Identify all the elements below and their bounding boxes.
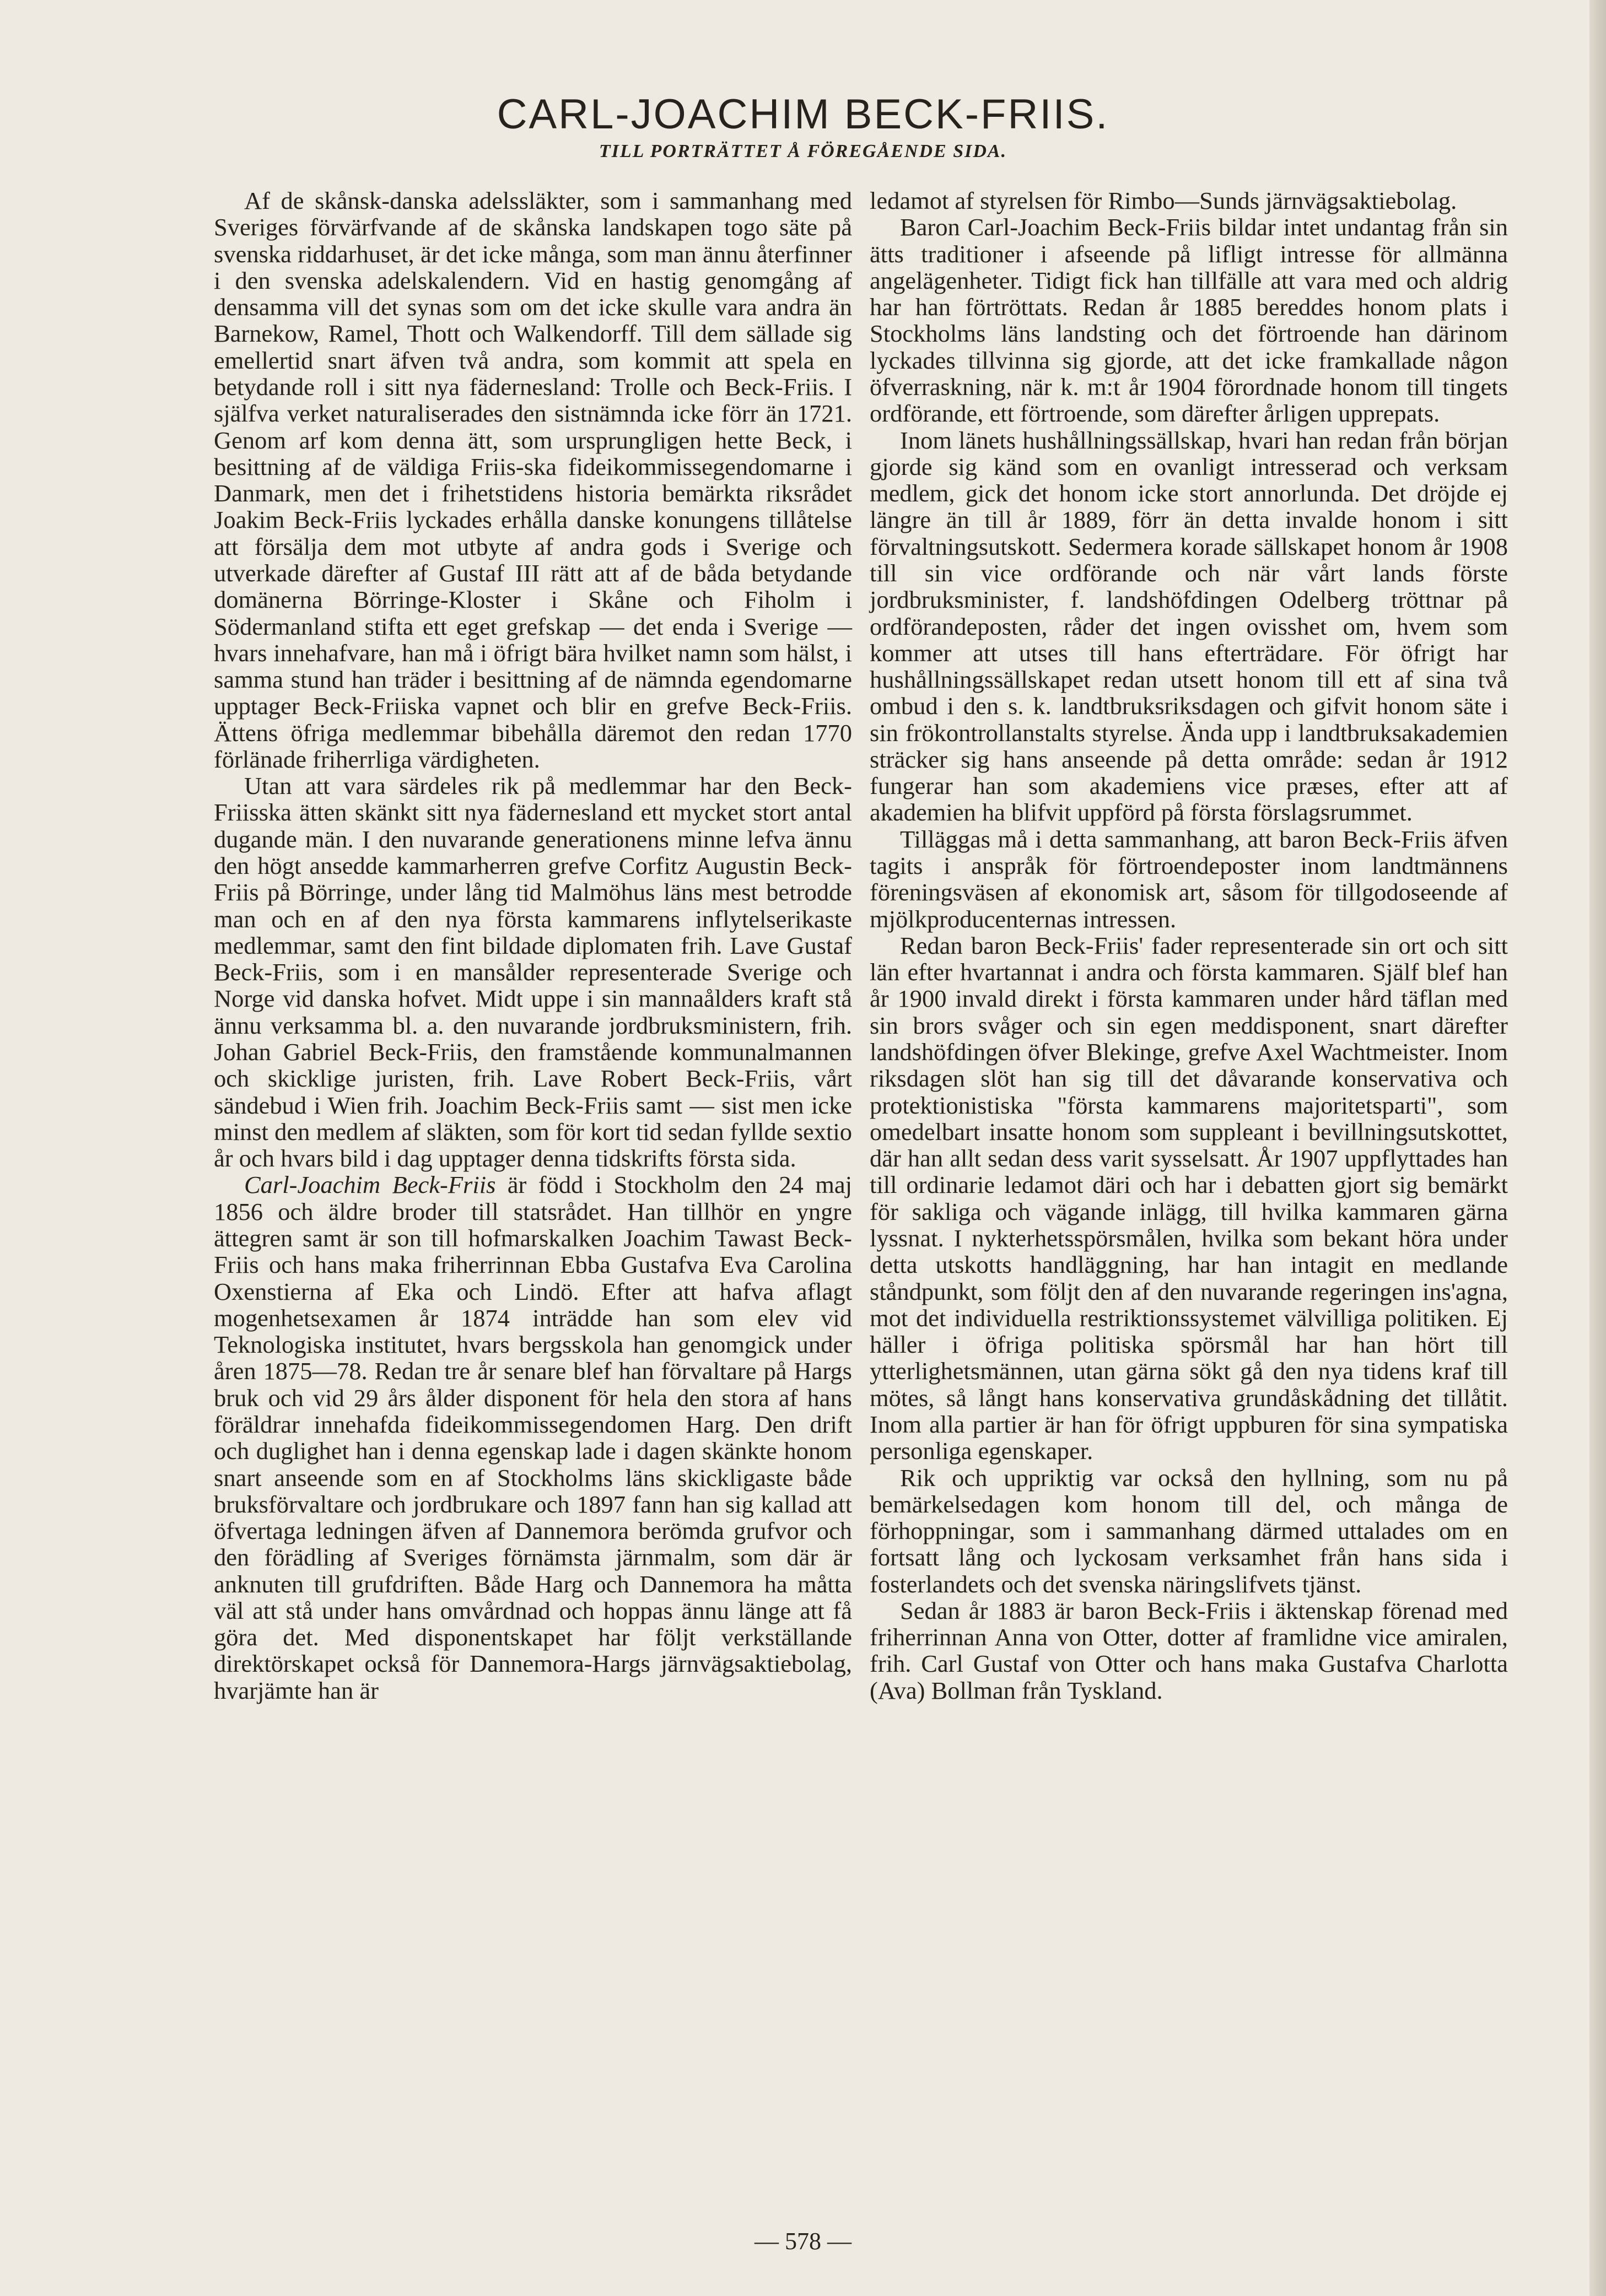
paragraph: [870, 1597, 1508, 1704]
paragraph: [214, 187, 852, 772]
paragraph-text: ledamot af styrelsen för Rimbo—Sunds järnvägsaktiebolag.: [870, 187, 1457, 214]
paragraph-lead: Carl-Joachim Beck-Friis: [244, 1171, 496, 1199]
paragraph-text: Inom länets hushållningssällskap, hvari han redan från början gjorde sig känd som en ovanligt intresserad och verksam medlem, gick det honom icke stort annorlunda. Det dröjde ej längre än till år 1889, förr än detta invalde honom i sitt förvaltningsutskott. Sedermera korade sällskapet honom år 1908 till sin vice ordförande och när vårt lands förste jordbruksminister, f. landshöfdingen Odelberg tröttnar på ordförandeposten, råder det ingen ovisshet om, hvem som kommer att utses till hans efterträdare. För öfrigt har hushållningssällskapet redan utsett honom till ett af sina två ombud i den s. k. landtbruksriksdagen och gifvit honom säte i sin frökontrollanstalts styrelse. Ända upp i landtbruksakademien sträcker sig hans anseende på detta område: sedan år 1912 fungerar han som akademiens vice præses, efter att af akademien ha blifvit uppförd på första förslagsrummet.: [870, 426, 1508, 826]
paragraph-text: är född i Stockholm den 24 maj 1856 och äldre broder till statsrådet. Han tillhör en yngre ättegren samt är son till hofmarskalken Joachim Tawast Beck-Friis och hans maka friherrinnan Ebba Gustafva Eva Carolina Oxenstierna af Eka och Lindö. Efter att hafva aflagt mogenhetsexamen år 1874 inträdde han som elev vid Teknologiska institutet, hvars bergsskola han genomgick under åren 1875—78. Redan tre år senare blef han förvaltare på Hargs bruk och vid 29 års ålder disponent för hela den stora af hans föräldrar innehafda fideikommissegendomen Harg. Den drift och duglighet han i denna egenskap lade i dagen skänkte honom snart anseende som en af Stockholms läns skickligaste både bruksförvaltare och jordbrukare och 1897 fann han sig kallad att öfvertaga ledningen äfven af Dannemora berömda grufvor och den förädling af Sveriges förnämsta järnmalm, som där är anknuten till grufdriften. Både Harg och Dannemora ha måtta väl att stå under hans omvårdnad och hoppas ännu länge att få göra det. Med disponentskapet har följt verkställande direktörskapet också för Dannemora-Hargs järnvägsaktiebolag, hvarjämte han är: [214, 1171, 853, 1704]
article-header: [0, 93, 1606, 162]
page-number: — 578 —: [755, 2228, 851, 2255]
paragraph: [870, 187, 1508, 214]
paragraph-text: Redan baron Beck-Friis' fader representerade sin ort och sitt län efter hvartannat i andra och första kammaren. Själf blef han år 1900 invald direkt i första kammaren under hård täflan med sin brors svåger och sin egen meddisponent, snart därefter landshöfdingen öfver Blekinge, grefve Axel Wachtmeister. Inom riksdagen slöt han sig till det dåvarande konservativa och protektionistiska "första kammarens majoritetsparti", som omedelbart insatte honom som suppleant i bevillningsutskottet, där han allt sedan dess varit sysselsatt. År 1907 uppflyttades han till ordinarie ledamot däri och har i debatten gjort sig bemärkt för sakliga och vägande inlägg, till hvilka kammaren gärna lyssnat. I nykterhetsspörsmålen, hvilka som bekant höra under detta utskotts handläggning, har han intagit en medlande ståndpunkt, som följt den af den nuvarande regeringen ins'agna, mot det individuella restriktionssystemet välvilliga politiken. Ej häller i öfriga politiska spörsmål har han hört till ytterlighetsmännen, utan gärna sökt gå den nya tidens kraf till mötes, så långt hans konservativa grundåskådning det tillåtit. Inom alla partier är han för öfrigt uppburen för sina sympatiska personliga egenskaper.: [870, 931, 1508, 1465]
right-column: [870, 187, 1508, 1704]
paragraph-text: Tilläggas må i detta sammanhang, att baron Beck-Friis äfven tagits i anspråk för förtroendeposter inom landtmännens föreningsväsen af ekonomisk art, såsom för tillgodoseende af mjölkproducenternas intressen.: [870, 825, 1508, 933]
article-subtitle: TILL PORTRÄTTET Å FÖREGÅENDE SIDA.: [599, 141, 1007, 161]
paragraph: [870, 1465, 1508, 1597]
paragraph: [870, 932, 1508, 1465]
page-edge: [1589, 0, 1606, 2296]
paragraph-text: Rik och uppriktig var också den hyllning, som nu på bemärkelsedagen kom honom till del, och många de förhoppningar, som i sammanhang därmed uttalades om en fortsatt lång och lyckosam verksamhet från hans sida i fosterlandets och det svenska näringslifvets tjänst.: [870, 1463, 1508, 1598]
paragraph: [870, 826, 1508, 932]
paragraph-text: Baron Carl-Joachim Beck-Friis bildar intet undantag från sin ätts traditioner i afseende på lifligt intresse för allmänna angelägenheter. Tidigt fick han tillfälle att vara med och aldrig har han förtröttats. Redan år 1885 bereddes honom plats i Stockholms läns landsting och det förtroende han därinom lyckades tillvinna sig gjorde, att det icke framkallade någon öfverraskning, när k. m:t år 1904 förordnade honom till tingets ordförande, ett förtroende, som därefter årligen upprepats.: [870, 213, 1508, 428]
paragraph: [870, 214, 1508, 426]
paragraph: [214, 772, 852, 1171]
article-title: CARL-JOACHIM BECK-FRIIS.: [497, 91, 1109, 138]
paragraph: [870, 427, 1508, 826]
paragraph-text: Af de skånsk-danska adelssläkter, som i sammanhang med Sveriges förvärfvande af de skånska landskapen togo säte på svenska riddarhuset, är det icke många, som man ännu återfinner i den svenska adelskalendern. Vid en hastig genomgång af densamma vill det synas som om det icke skulle vara andra än Barnekow, Ramel, Thott och Walkendorff. Till dem sällade sig emellertid snart äfven två andra, som kommit att spela en betydande roll i sitt nya fädernesland: Trolle och Beck-Friis. I själfva verket naturaliserades den sistnämnda icke förr än 1721. Genom arf kom denna ätt, som ursprungligen hette Beck, i besittning af de väldiga Friis-ska fideikommissegendomarne i Danmark, men det i frihetstidens historia bemärkta riksrådet Joakim Beck-Friis lyckades erhålla danske konungens tillåtelse att försälja dem mot utbyte af andra gods i Sverige och utverkade därefter af Gustaf III rätt att af de båda betydande domänerna Börringe-Kloster i Skåne och Fiholm i Södermanland stifta ett eget grefskap — det enda i Sverige — hvars innehafvare, han må i öfrigt bära hvilket namn som hälst, i samma stund han träder i besittning af de nämnda egendomarne upptager Beck-Friiska vapnet och blir en grefve Beck-Friis. Ättens öfriga medlemmar bibehålla däremot den redan 1770 förlänade friherrliga värdigheten.: [214, 187, 852, 773]
left-column: [214, 187, 852, 1704]
paragraph: [214, 1171, 852, 1704]
paragraph-text: Sedan år 1883 är baron Beck-Friis i äktenskap förenad med friherrinnan Anna von Otter, dotter af framlidne vice amiralen, frih. Carl Gustaf von Otter och hans maka Gustafva Charlotta (Ava) Bollman från Tyskland.: [870, 1596, 1508, 1704]
paragraph-text: Utan att vara särdeles rik på medlemmar har den Beck-Friisska ätten skänkt sitt nya fädernesland ett mycket stort antal dugande män. I den nuvarande generationens minne lefva ännu den högt ansedde kammarherren grefve Corfitz Augustin Beck-Friis på Börringe, under lång tid Malmöhus läns mest betrodde man och en af den nya första kammarens inflytelserikaste medlemmar, samt den fint bildade diplomaten frih. Lave Gustaf Beck-Friis, som i en mansålder representerade Sverige och Norge vid danska hofvet. Midt uppe i sin mannaålders kraft stå ännu verksamma bl. a. den nuvarande jordbruksministern, frih. Johan Gabriel Beck-Friis, den framstående kommunalmannen och skicklige juristen, frih. Lave Robert Beck-Friis, vårt sändebud i Wien frih. Joachim Beck-Friis samt — sist men icke minst den medlem af släkten, som för kort tid sedan fyllde sextio år och hvars bild i dag upptager denna tidskrifts första sida.: [214, 772, 852, 1173]
